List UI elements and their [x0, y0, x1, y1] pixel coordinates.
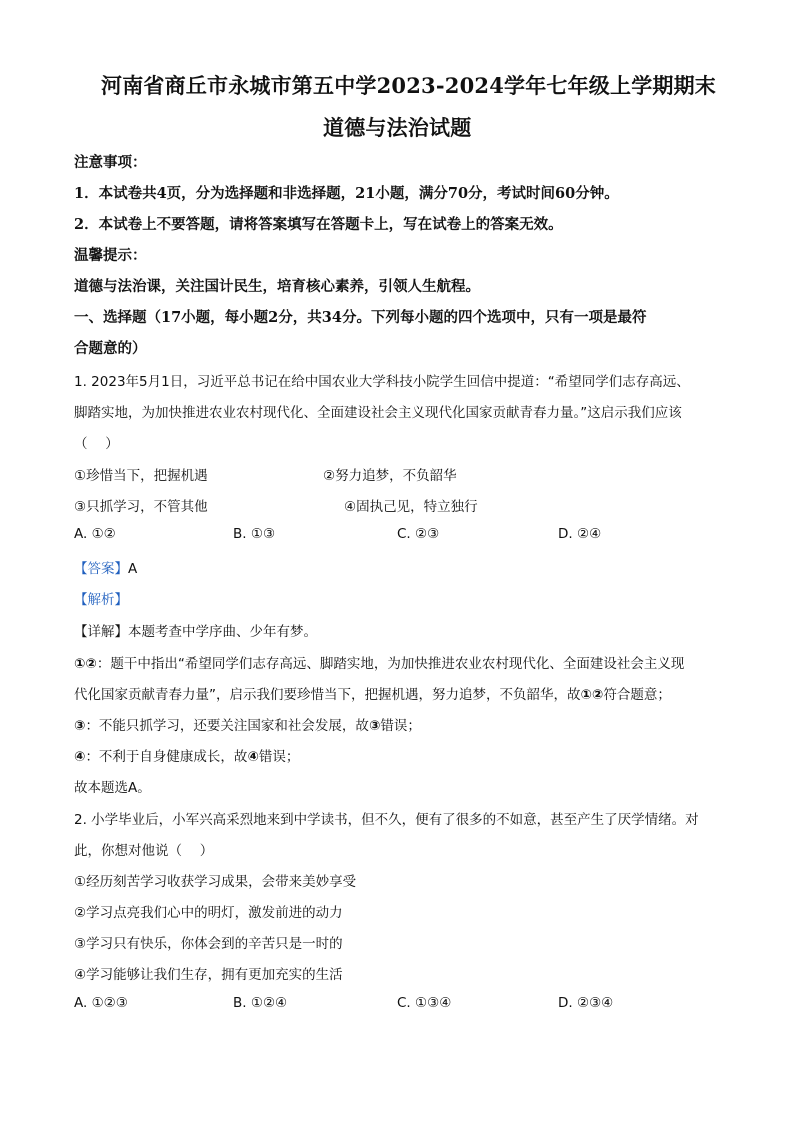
q1-analysis-tag: 【解析】	[74, 592, 128, 608]
section-heading-line1: 一、选择题（17小题，每小题2分，共34分。下列每小题的四个选项中，只有一项是最符	[74, 309, 647, 326]
q1-explanation-2	[74, 714, 421, 734]
q2-statement-4: ④学习能够让我们生存，拥有更加充实的生活	[74, 967, 343, 983]
notes-heading: 注意事项：	[74, 154, 147, 171]
q1-explanation-1-line1	[74, 652, 684, 672]
q2-option-a: A. ①②③	[74, 995, 128, 1011]
tips-heading: 温馨提示：	[74, 247, 147, 264]
notes-item-1: 1．本试卷共4页，分为选择题和非选择题，21小题，满分70分，考试时间60分钟。	[74, 185, 619, 202]
q2-stem-line2: 此，你想对他说（ ）	[74, 843, 214, 859]
answer-tag: 【答案】	[74, 561, 128, 577]
exp2-mark: ③	[74, 718, 86, 734]
q1-stem-line2: 脚踏实地，为加快推进农业农村现代化、全面建设社会主义现代化国家贡献青春力量。”这启示我们应该	[74, 405, 682, 421]
exp2-text-a: ：不能只抓学习，还要关注国家和社会发展，故	[85, 718, 369, 734]
q1-option-d: D. ②④	[558, 526, 602, 542]
q1-stem-line3: （ ）	[74, 436, 119, 452]
exam-title-line1: 河南省商丘市永城市第五中学2023-2024学年七年级上学期期末	[101, 73, 717, 98]
q1-option-b: B. ①③	[233, 526, 276, 542]
q2-option-b: B. ①②④	[233, 995, 288, 1011]
exp2-text-b: 错误；	[380, 718, 421, 734]
exp2-mark-2: ③	[368, 718, 381, 734]
q1-conclusion: 故本题选A。	[74, 780, 151, 796]
q2-option-d: D. ②③④	[558, 995, 614, 1011]
detail-tag: 【详解】	[74, 624, 128, 640]
notes-item-2: 2．本试卷上不要答题，请将答案填写在答题卡上，写在试卷上的答案无效。	[74, 216, 563, 233]
exp1-text: ：题干中指出“希望同学们志存高远、脚踏实地，为加快推进农业农村现代化、全面建设社会主义现	[96, 656, 685, 672]
q2-stem-line1: 2. 小学毕业后，小军兴高采烈地来到中学读书，但不久，便有了很多的不如意，甚至产生了厌学情绪。对	[74, 812, 699, 828]
exp3-mark: ④	[74, 749, 86, 765]
q2-statement-1: ①经历刻苦学习收获学习成果，会带来美妙享受	[74, 874, 357, 890]
exp3-text-b: 错误；	[258, 749, 300, 765]
exp1-mark-2: ①②	[580, 687, 604, 703]
exam-title-line2: 道德与法治试题	[323, 115, 472, 140]
q1-explanation-3	[74, 745, 299, 765]
q1-statement-3: ③只抓学习，不管其他	[74, 499, 208, 515]
exp3-text-a: ：不利于自身健康成长，故	[85, 749, 248, 765]
q1-statement-2: ②努力追梦，不负韶华	[323, 468, 457, 484]
exp1-mark: ①②	[74, 656, 97, 672]
q1-stem-line1: 1. 2023年5月1日，习近平总书记在给中国农业大学科技小院学生回信中提道：“希望同学们志存高远、	[74, 374, 690, 390]
answer-value: A	[128, 561, 138, 577]
q2-statement-2: ②学习点亮我们心中的明灯，激发前进的动力	[74, 905, 343, 921]
q1-statement-4: ④固执己见，特立独行	[344, 499, 478, 515]
detail-text: 本题考查中学序曲、少年有梦。	[128, 624, 317, 640]
exp1-text-2b: 符合题意；	[603, 687, 671, 703]
q2-option-c: C. ①③④	[397, 995, 452, 1011]
q1-option-c: C. ②③	[397, 526, 440, 542]
exp3-mark-2: ④	[247, 749, 259, 765]
q1-statement-1: ①珍惜当下，把握机遇	[74, 468, 208, 484]
section-heading-line2: 合题意的）	[74, 340, 147, 357]
q1-option-a: A. ①②	[74, 526, 116, 542]
tips-text: 道德与法治课，关注国计民生，培育核心素养，引领人生航程。	[74, 278, 480, 295]
q2-statement-3: ③学习只有快乐，你体会到的辛苦只是一时的	[74, 936, 343, 952]
q1-explanation-1-line2	[74, 683, 671, 703]
exp1-text-2a: 代化国家贡献青春力量”，启示我们要珍惜当下，把握机遇，努力追梦，不负韶华，故	[74, 687, 581, 703]
q1-detail	[74, 620, 317, 640]
q1-answer	[74, 557, 137, 577]
